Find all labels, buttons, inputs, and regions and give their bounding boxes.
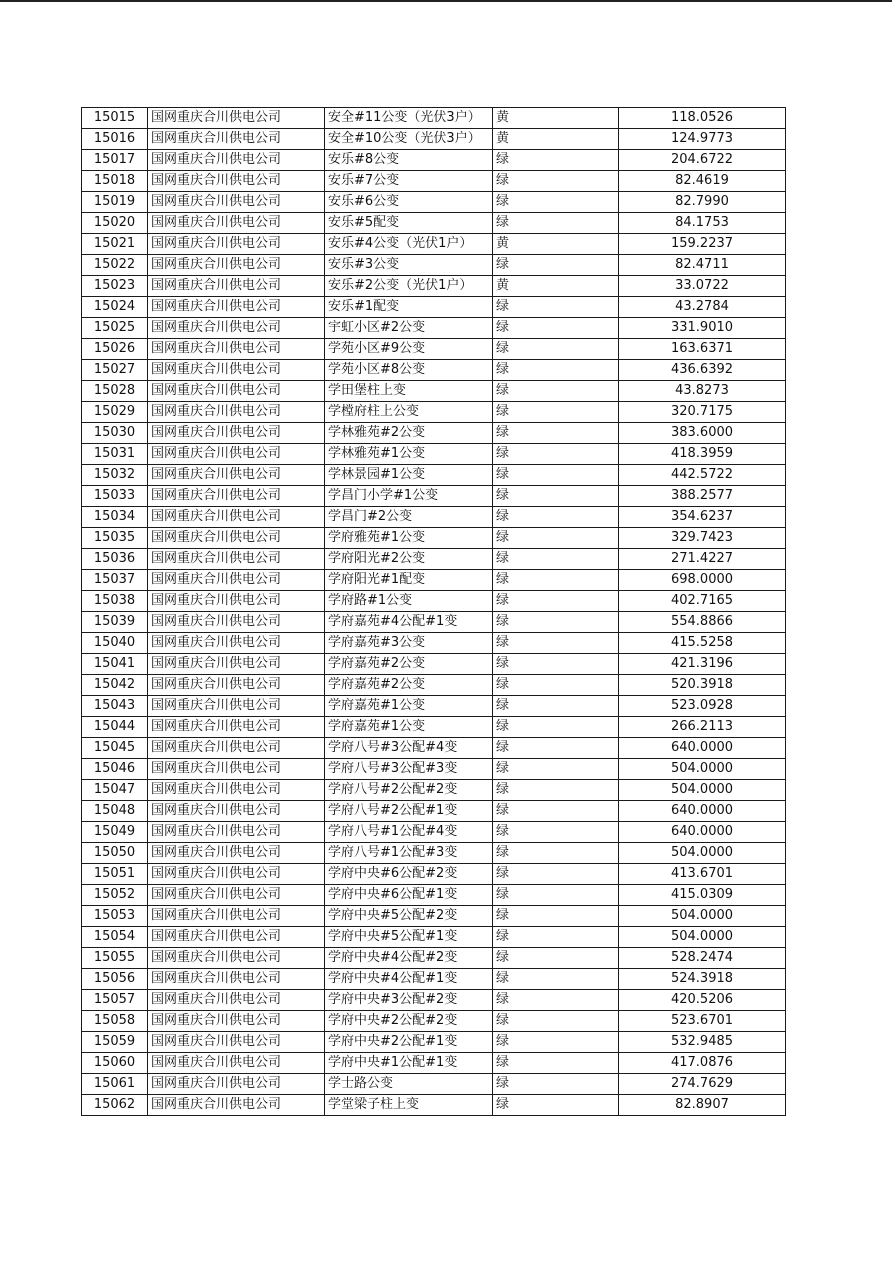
value-cell: 504.0000 xyxy=(619,927,786,948)
status-cell: 绿 xyxy=(493,738,619,759)
company-cell: 国网重庆合川供电公司 xyxy=(148,570,325,591)
table-body xyxy=(82,108,786,1116)
value-cell: 420.5206 xyxy=(619,990,786,1011)
company-cell: 国网重庆合川供电公司 xyxy=(148,381,325,402)
status-cell: 绿 xyxy=(493,423,619,444)
company-cell: 国网重庆合川供电公司 xyxy=(148,927,325,948)
status-cell: 绿 xyxy=(493,864,619,885)
station-name-cell: 安乐#1配变 xyxy=(325,297,493,318)
company-cell: 国网重庆合川供电公司 xyxy=(148,360,325,381)
station-name-cell: 学府中央#2公配#1变 xyxy=(325,1032,493,1053)
row-id-cell: 15021 xyxy=(82,234,148,255)
table-row xyxy=(82,423,786,444)
company-cell: 国网重庆合川供电公司 xyxy=(148,822,325,843)
row-id-cell: 15060 xyxy=(82,1053,148,1074)
company-cell: 国网重庆合川供电公司 xyxy=(148,1011,325,1032)
value-cell: 82.8907 xyxy=(619,1095,786,1116)
company-cell: 国网重庆合川供电公司 xyxy=(148,969,325,990)
row-id-cell: 15029 xyxy=(82,402,148,423)
row-id-cell: 15062 xyxy=(82,1095,148,1116)
row-id-cell: 15050 xyxy=(82,843,148,864)
status-cell: 绿 xyxy=(493,822,619,843)
table-row xyxy=(82,822,786,843)
station-name-cell: 安乐#5配变 xyxy=(325,213,493,234)
company-cell: 国网重庆合川供电公司 xyxy=(148,843,325,864)
row-id-cell: 15024 xyxy=(82,297,148,318)
status-cell: 绿 xyxy=(493,927,619,948)
station-name-cell: 学府嘉苑#2公变 xyxy=(325,654,493,675)
status-cell: 绿 xyxy=(493,696,619,717)
value-cell: 413.6701 xyxy=(619,864,786,885)
status-cell: 绿 xyxy=(493,465,619,486)
row-id-cell: 15058 xyxy=(82,1011,148,1032)
row-id-cell: 15035 xyxy=(82,528,148,549)
status-cell: 绿 xyxy=(493,150,619,171)
status-cell: 绿 xyxy=(493,1032,619,1053)
company-cell: 国网重庆合川供电公司 xyxy=(148,864,325,885)
row-id-cell: 15036 xyxy=(82,549,148,570)
station-name-cell: 安乐#3公变 xyxy=(325,255,493,276)
row-id-cell: 15015 xyxy=(82,108,148,129)
table-row xyxy=(82,549,786,570)
value-cell: 159.2237 xyxy=(619,234,786,255)
company-cell: 国网重庆合川供电公司 xyxy=(148,906,325,927)
station-name-cell: 宇虹小区#2公变 xyxy=(325,318,493,339)
table-row xyxy=(82,570,786,591)
company-cell: 国网重庆合川供电公司 xyxy=(148,990,325,1011)
status-cell: 绿 xyxy=(493,969,619,990)
value-cell: 523.6701 xyxy=(619,1011,786,1032)
value-cell: 82.4619 xyxy=(619,171,786,192)
value-cell: 504.0000 xyxy=(619,759,786,780)
status-cell: 绿 xyxy=(493,339,619,360)
table-row xyxy=(82,1074,786,1095)
value-cell: 421.3196 xyxy=(619,654,786,675)
table-row xyxy=(82,927,786,948)
table-row xyxy=(82,444,786,465)
value-cell: 43.8273 xyxy=(619,381,786,402)
status-cell: 黄 xyxy=(493,108,619,129)
value-cell: 504.0000 xyxy=(619,780,786,801)
company-cell: 国网重庆合川供电公司 xyxy=(148,213,325,234)
status-cell: 绿 xyxy=(493,948,619,969)
station-name-cell: 学府嘉苑#2公变 xyxy=(325,675,493,696)
row-id-cell: 15016 xyxy=(82,129,148,150)
station-name-cell: 学府八号#3公配#3变 xyxy=(325,759,493,780)
status-cell: 绿 xyxy=(493,171,619,192)
status-cell: 绿 xyxy=(493,717,619,738)
table-row xyxy=(82,129,786,150)
value-cell: 523.0928 xyxy=(619,696,786,717)
status-cell: 黄 xyxy=(493,129,619,150)
station-name-cell: 学府雅苑#1公变 xyxy=(325,528,493,549)
company-cell: 国网重庆合川供电公司 xyxy=(148,1032,325,1053)
company-cell: 国网重庆合川供电公司 xyxy=(148,423,325,444)
row-id-cell: 15048 xyxy=(82,801,148,822)
station-name-cell: 学府中央#4公配#2变 xyxy=(325,948,493,969)
station-name-cell: 学府嘉苑#1公变 xyxy=(325,696,493,717)
value-cell: 417.0876 xyxy=(619,1053,786,1074)
station-name-cell: 学府中央#2公配#2变 xyxy=(325,1011,493,1032)
station-name-cell: 安全#10公变（光伏3户） xyxy=(325,129,493,150)
status-cell: 绿 xyxy=(493,906,619,927)
value-cell: 354.6237 xyxy=(619,507,786,528)
table-row xyxy=(82,486,786,507)
table-row xyxy=(82,108,786,129)
station-name-cell: 学府八号#2公配#2变 xyxy=(325,780,493,801)
company-cell: 国网重庆合川供电公司 xyxy=(148,486,325,507)
row-id-cell: 15053 xyxy=(82,906,148,927)
table-row xyxy=(82,360,786,381)
station-name-cell: 学林雅苑#2公变 xyxy=(325,423,493,444)
station-name-cell: 安乐#8公变 xyxy=(325,150,493,171)
value-cell: 698.0000 xyxy=(619,570,786,591)
table-row xyxy=(82,150,786,171)
table-row xyxy=(82,528,786,549)
value-cell: 640.0000 xyxy=(619,738,786,759)
status-cell: 绿 xyxy=(493,1053,619,1074)
row-id-cell: 15040 xyxy=(82,633,148,654)
capacity-table xyxy=(81,107,786,1116)
table-row xyxy=(82,738,786,759)
value-cell: 329.7423 xyxy=(619,528,786,549)
company-cell: 国网重庆合川供电公司 xyxy=(148,465,325,486)
table-row xyxy=(82,759,786,780)
row-id-cell: 15023 xyxy=(82,276,148,297)
table-row xyxy=(82,591,786,612)
value-cell: 33.0722 xyxy=(619,276,786,297)
status-cell: 绿 xyxy=(493,528,619,549)
table-row xyxy=(82,276,786,297)
value-cell: 320.7175 xyxy=(619,402,786,423)
station-name-cell: 学昌门#2公变 xyxy=(325,507,493,528)
value-cell: 524.3918 xyxy=(619,969,786,990)
station-name-cell: 学府八号#1公配#4变 xyxy=(325,822,493,843)
table-row xyxy=(82,948,786,969)
company-cell: 国网重庆合川供电公司 xyxy=(148,150,325,171)
value-cell: 415.0309 xyxy=(619,885,786,906)
company-cell: 国网重庆合川供电公司 xyxy=(148,108,325,129)
row-id-cell: 15044 xyxy=(82,717,148,738)
company-cell: 国网重庆合川供电公司 xyxy=(148,1095,325,1116)
table-row xyxy=(82,990,786,1011)
status-cell: 绿 xyxy=(493,213,619,234)
company-cell: 国网重庆合川供电公司 xyxy=(148,192,325,213)
table-row xyxy=(82,402,786,423)
table-row xyxy=(82,213,786,234)
station-name-cell: 学府中央#5公配#2变 xyxy=(325,906,493,927)
value-cell: 554.8866 xyxy=(619,612,786,633)
row-id-cell: 15038 xyxy=(82,591,148,612)
table-row xyxy=(82,234,786,255)
value-cell: 43.2784 xyxy=(619,297,786,318)
station-name-cell: 学府中央#6公配#1变 xyxy=(325,885,493,906)
company-cell: 国网重庆合川供电公司 xyxy=(148,696,325,717)
company-cell: 国网重庆合川供电公司 xyxy=(148,654,325,675)
company-cell: 国网重庆合川供电公司 xyxy=(148,507,325,528)
value-cell: 504.0000 xyxy=(619,906,786,927)
value-cell: 266.2113 xyxy=(619,717,786,738)
status-cell: 绿 xyxy=(493,318,619,339)
station-name-cell: 学府中央#5公配#1变 xyxy=(325,927,493,948)
status-cell: 绿 xyxy=(493,759,619,780)
row-id-cell: 15034 xyxy=(82,507,148,528)
value-cell: 82.7990 xyxy=(619,192,786,213)
value-cell: 436.6392 xyxy=(619,360,786,381)
status-cell: 绿 xyxy=(493,402,619,423)
table-row xyxy=(82,696,786,717)
row-id-cell: 15027 xyxy=(82,360,148,381)
station-name-cell: 学堂梁子柱上变 xyxy=(325,1095,493,1116)
station-name-cell: 学林雅苑#1公变 xyxy=(325,444,493,465)
table-row xyxy=(82,339,786,360)
company-cell: 国网重庆合川供电公司 xyxy=(148,549,325,570)
row-id-cell: 15022 xyxy=(82,255,148,276)
table-row xyxy=(82,297,786,318)
status-cell: 绿 xyxy=(493,297,619,318)
company-cell: 国网重庆合川供电公司 xyxy=(148,339,325,360)
company-cell: 国网重庆合川供电公司 xyxy=(148,318,325,339)
status-cell: 绿 xyxy=(493,192,619,213)
page-top-rule xyxy=(0,0,892,2)
company-cell: 国网重庆合川供电公司 xyxy=(148,801,325,822)
row-id-cell: 15061 xyxy=(82,1074,148,1095)
station-name-cell: 学田堡柱上变 xyxy=(325,381,493,402)
value-cell: 640.0000 xyxy=(619,822,786,843)
station-name-cell: 安全#11公变（光伏3户） xyxy=(325,108,493,129)
status-cell: 绿 xyxy=(493,675,619,696)
station-name-cell: 安乐#2公变（光伏1户） xyxy=(325,276,493,297)
station-name-cell: 学府中央#1公配#1变 xyxy=(325,1053,493,1074)
status-cell: 绿 xyxy=(493,633,619,654)
status-cell: 绿 xyxy=(493,444,619,465)
station-name-cell: 安乐#4公变（光伏1户） xyxy=(325,234,493,255)
status-cell: 绿 xyxy=(493,843,619,864)
company-cell: 国网重庆合川供电公司 xyxy=(148,1053,325,1074)
table-row xyxy=(82,381,786,402)
table-row xyxy=(82,1095,786,1116)
value-cell: 331.9010 xyxy=(619,318,786,339)
row-id-cell: 15020 xyxy=(82,213,148,234)
row-id-cell: 15028 xyxy=(82,381,148,402)
value-cell: 402.7165 xyxy=(619,591,786,612)
station-name-cell: 学府八号#2公配#1变 xyxy=(325,801,493,822)
value-cell: 520.3918 xyxy=(619,675,786,696)
value-cell: 163.6371 xyxy=(619,339,786,360)
station-name-cell: 学府八号#1公配#3变 xyxy=(325,843,493,864)
row-id-cell: 15037 xyxy=(82,570,148,591)
company-cell: 国网重庆合川供电公司 xyxy=(148,276,325,297)
table-row xyxy=(82,864,786,885)
row-id-cell: 15057 xyxy=(82,990,148,1011)
value-cell: 383.6000 xyxy=(619,423,786,444)
status-cell: 黄 xyxy=(493,276,619,297)
table-row xyxy=(82,906,786,927)
row-id-cell: 15043 xyxy=(82,696,148,717)
status-cell: 绿 xyxy=(493,1095,619,1116)
status-cell: 绿 xyxy=(493,255,619,276)
status-cell: 绿 xyxy=(493,507,619,528)
value-cell: 415.5258 xyxy=(619,633,786,654)
value-cell: 274.7629 xyxy=(619,1074,786,1095)
company-cell: 国网重庆合川供电公司 xyxy=(148,129,325,150)
company-cell: 国网重庆合川供电公司 xyxy=(148,171,325,192)
station-name-cell: 安乐#6公变 xyxy=(325,192,493,213)
table-row xyxy=(82,780,786,801)
value-cell: 204.6722 xyxy=(619,150,786,171)
value-cell: 442.5722 xyxy=(619,465,786,486)
value-cell: 640.0000 xyxy=(619,801,786,822)
table-row xyxy=(82,633,786,654)
station-name-cell: 学府阳光#2公变 xyxy=(325,549,493,570)
value-cell: 528.2474 xyxy=(619,948,786,969)
table-row xyxy=(82,1032,786,1053)
station-name-cell: 学昌门小学#1公变 xyxy=(325,486,493,507)
table-row xyxy=(82,675,786,696)
station-name-cell: 学苑小区#8公变 xyxy=(325,360,493,381)
row-id-cell: 15031 xyxy=(82,444,148,465)
status-cell: 绿 xyxy=(493,801,619,822)
company-cell: 国网重庆合川供电公司 xyxy=(148,444,325,465)
row-id-cell: 15059 xyxy=(82,1032,148,1053)
company-cell: 国网重庆合川供电公司 xyxy=(148,885,325,906)
status-cell: 绿 xyxy=(493,381,619,402)
row-id-cell: 15041 xyxy=(82,654,148,675)
company-cell: 国网重庆合川供电公司 xyxy=(148,1074,325,1095)
station-name-cell: 学府嘉苑#3公变 xyxy=(325,633,493,654)
company-cell: 国网重庆合川供电公司 xyxy=(148,717,325,738)
status-cell: 绿 xyxy=(493,486,619,507)
station-name-cell: 学府嘉苑#1公变 xyxy=(325,717,493,738)
status-cell: 绿 xyxy=(493,591,619,612)
station-name-cell: 学府阳光#1配变 xyxy=(325,570,493,591)
status-cell: 绿 xyxy=(493,780,619,801)
station-name-cell: 学府路#1公变 xyxy=(325,591,493,612)
row-id-cell: 15051 xyxy=(82,864,148,885)
value-cell: 532.9485 xyxy=(619,1032,786,1053)
company-cell: 国网重庆合川供电公司 xyxy=(148,402,325,423)
status-cell: 绿 xyxy=(493,360,619,381)
row-id-cell: 15032 xyxy=(82,465,148,486)
company-cell: 国网重庆合川供电公司 xyxy=(148,633,325,654)
company-cell: 国网重庆合川供电公司 xyxy=(148,948,325,969)
value-cell: 271.4227 xyxy=(619,549,786,570)
row-id-cell: 15019 xyxy=(82,192,148,213)
row-id-cell: 15025 xyxy=(82,318,148,339)
row-id-cell: 15045 xyxy=(82,738,148,759)
status-cell: 绿 xyxy=(493,612,619,633)
table-row xyxy=(82,843,786,864)
value-cell: 124.9773 xyxy=(619,129,786,150)
row-id-cell: 15042 xyxy=(82,675,148,696)
table-row xyxy=(82,1011,786,1032)
station-name-cell: 学府嘉苑#4公配#1变 xyxy=(325,612,493,633)
status-cell: 绿 xyxy=(493,885,619,906)
row-id-cell: 15056 xyxy=(82,969,148,990)
company-cell: 国网重庆合川供电公司 xyxy=(148,612,325,633)
company-cell: 国网重庆合川供电公司 xyxy=(148,234,325,255)
station-name-cell: 安乐#7公变 xyxy=(325,171,493,192)
status-cell: 绿 xyxy=(493,1074,619,1095)
station-name-cell: 学府中央#6公配#2变 xyxy=(325,864,493,885)
row-id-cell: 15054 xyxy=(82,927,148,948)
table-row xyxy=(82,465,786,486)
station-name-cell: 学苑小区#9公变 xyxy=(325,339,493,360)
row-id-cell: 15033 xyxy=(82,486,148,507)
table-row xyxy=(82,1053,786,1074)
value-cell: 84.1753 xyxy=(619,213,786,234)
company-cell: 国网重庆合川供电公司 xyxy=(148,591,325,612)
table-row xyxy=(82,507,786,528)
value-cell: 388.2577 xyxy=(619,486,786,507)
company-cell: 国网重庆合川供电公司 xyxy=(148,297,325,318)
status-cell: 黄 xyxy=(493,234,619,255)
status-cell: 绿 xyxy=(493,654,619,675)
table-row xyxy=(82,171,786,192)
station-name-cell: 学士路公变 xyxy=(325,1074,493,1095)
value-cell: 118.0526 xyxy=(619,108,786,129)
table-row xyxy=(82,717,786,738)
status-cell: 绿 xyxy=(493,990,619,1011)
table-row xyxy=(82,654,786,675)
table-row xyxy=(82,318,786,339)
value-cell: 418.3959 xyxy=(619,444,786,465)
row-id-cell: 15055 xyxy=(82,948,148,969)
company-cell: 国网重庆合川供电公司 xyxy=(148,780,325,801)
row-id-cell: 15017 xyxy=(82,150,148,171)
company-cell: 国网重庆合川供电公司 xyxy=(148,738,325,759)
row-id-cell: 15026 xyxy=(82,339,148,360)
company-cell: 国网重庆合川供电公司 xyxy=(148,675,325,696)
table-row xyxy=(82,255,786,276)
station-name-cell: 学林景园#1公变 xyxy=(325,465,493,486)
value-cell: 504.0000 xyxy=(619,843,786,864)
row-id-cell: 15052 xyxy=(82,885,148,906)
row-id-cell: 15046 xyxy=(82,759,148,780)
station-name-cell: 学樘府柱上公变 xyxy=(325,402,493,423)
company-cell: 国网重庆合川供电公司 xyxy=(148,759,325,780)
row-id-cell: 15047 xyxy=(82,780,148,801)
table-row xyxy=(82,192,786,213)
row-id-cell: 15018 xyxy=(82,171,148,192)
company-cell: 国网重庆合川供电公司 xyxy=(148,528,325,549)
table-row xyxy=(82,612,786,633)
table-row xyxy=(82,801,786,822)
value-cell: 82.4711 xyxy=(619,255,786,276)
station-name-cell: 学府中央#4公配#1变 xyxy=(325,969,493,990)
status-cell: 绿 xyxy=(493,570,619,591)
station-name-cell: 学府中央#3公配#2变 xyxy=(325,990,493,1011)
company-cell: 国网重庆合川供电公司 xyxy=(148,255,325,276)
status-cell: 绿 xyxy=(493,549,619,570)
station-name-cell: 学府八号#3公配#4变 xyxy=(325,738,493,759)
table-row xyxy=(82,969,786,990)
table-row xyxy=(82,885,786,906)
row-id-cell: 15049 xyxy=(82,822,148,843)
row-id-cell: 15030 xyxy=(82,423,148,444)
status-cell: 绿 xyxy=(493,1011,619,1032)
row-id-cell: 15039 xyxy=(82,612,148,633)
